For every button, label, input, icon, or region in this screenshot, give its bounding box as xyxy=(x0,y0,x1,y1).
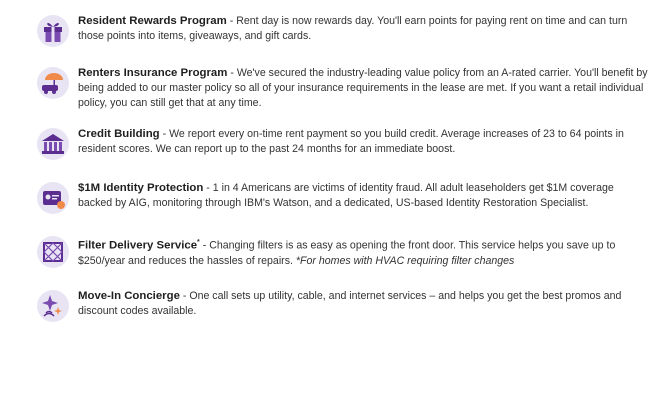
benefit-item-credit xyxy=(36,127,648,161)
benefit-description: Changing filters is as easy as opening the front door. This service helps you save up to $250/year and reduces the hassles of repairs. xyxy=(78,239,616,267)
benefit-separator: - xyxy=(226,15,237,27)
benefit-description: Rent day is now rewards day. You'll earn points for paying rent on time and can turn those points into items, giveaways, and gift cards. xyxy=(78,15,628,42)
benefit-title-mark: * xyxy=(197,239,200,246)
benefit-text xyxy=(78,127,648,157)
filter-icon xyxy=(36,235,70,269)
benefit-description: We report every on-time rent payment so you build credit. Average increases of 23 to 64 points in resident scores. We can report up to the past 24 months for an immediate boost. xyxy=(78,128,624,155)
benefit-text xyxy=(78,235,648,269)
benefit-text xyxy=(78,289,648,319)
benefit-item-insurance xyxy=(36,66,648,111)
benefit-text xyxy=(78,66,648,111)
benefit-item-filter xyxy=(36,235,648,269)
benefit-title: Credit Building xyxy=(78,128,160,140)
benefit-item-concierge xyxy=(36,289,648,323)
benefit-description: We've secured the industry-leading value policy from an A-rated carrier. You'll benefit by being added to our master policy so all of your insurance requirements in the lease are met. If you want a retail individual policy, you can still get that at any time. xyxy=(78,67,648,109)
concierge-sparkle-icon xyxy=(36,289,70,323)
benefit-title: Resident Rewards Program xyxy=(78,15,227,27)
bank-icon xyxy=(36,127,70,161)
gift-icon xyxy=(36,14,70,48)
benefit-title: Renters Insurance Program xyxy=(78,67,228,79)
benefit-description: One call sets up utility, cable, and internet services – and helps you get the best promos and discount codes available. xyxy=(78,290,622,317)
umbrella-car-icon xyxy=(36,66,70,100)
benefit-separator: - xyxy=(199,239,210,252)
benefit-title: $1M Identity Protection xyxy=(78,182,204,194)
benefit-separator: - xyxy=(203,182,213,194)
benefit-separator: - xyxy=(227,67,237,79)
benefit-description: 1 in 4 Americans are victims of identity fraud. All adult leaseholders get $1M coverage backed by AIG, monitoring through IBM's Watson, and a dedicated, US-based Identity Restoration Specialist. xyxy=(78,182,614,209)
benefit-text xyxy=(78,14,648,44)
benefit-title: Move-In Concierge xyxy=(78,290,180,302)
benefit-footnote: *For homes with HVAC requiring filter changes xyxy=(295,254,515,267)
benefit-separator: - xyxy=(159,128,170,140)
benefit-item-rewards xyxy=(36,14,648,48)
benefit-title: Filter Delivery Service xyxy=(78,239,198,252)
benefit-item-identity xyxy=(36,181,648,215)
id-badge-icon xyxy=(36,181,70,215)
benefit-text xyxy=(78,181,648,211)
benefit-separator: - xyxy=(179,290,190,302)
